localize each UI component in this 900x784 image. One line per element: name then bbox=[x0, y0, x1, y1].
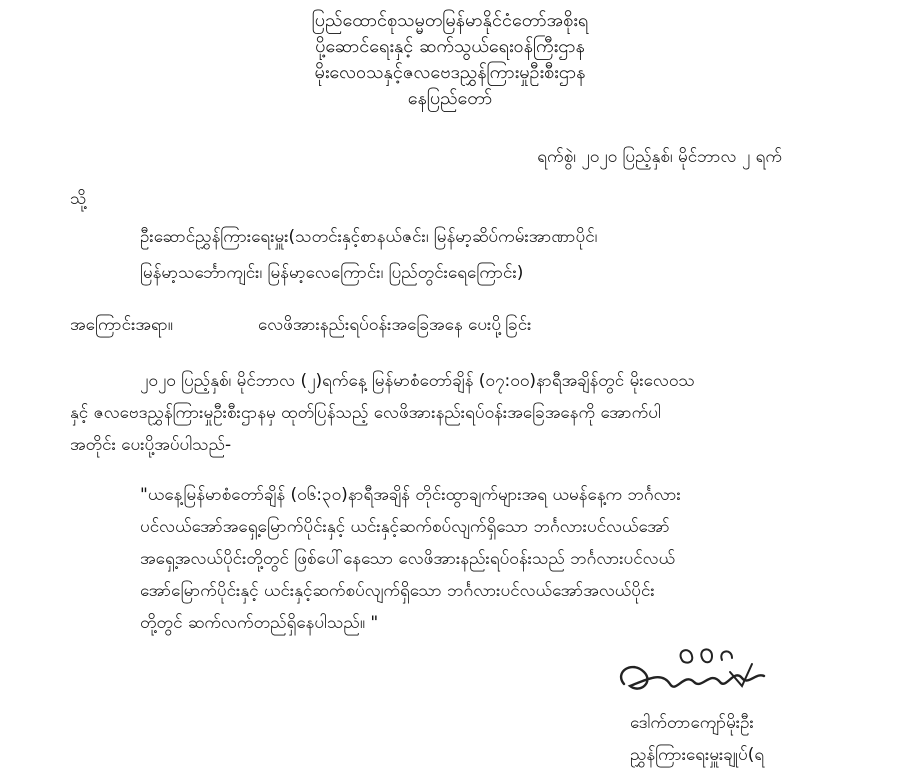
header-ministry: ပို့ဆောင်ရေးနှင့် ဆက်သွယ်ရေးဝန်ကြီးဌာန bbox=[315, 36, 585, 57]
subject-text: လေဖိအားနည်းရပ်ဝန်းအခြေအနေ ပေးပို့ခြင်း bbox=[258, 315, 532, 335]
subject-label: အကြောင်းအရာ။ bbox=[70, 315, 173, 335]
quote-line-2: ပင်လယ်အော်အရှေ့မြောက်ပိုင်းနှင့် ယင်းနှင့်ဆက်စပ်လျက်ရှိသော ဘင်္ဂလားပင်လယ်အော် bbox=[140, 517, 670, 537]
header-government: ပြည်ထောင်စုသမ္မတမြန်မာနိုင်ငံတော်အစိုးရ bbox=[311, 10, 589, 31]
recipient-line-1: ဦးဆောင်ညွှန်ကြားရေးမှူး(သတင်းနှင့်စာနယ်ဇင်း၊ မြန်မာ့ဆိပ်ကမ်းအာဏာပိုင်၊ bbox=[140, 227, 598, 247]
signatory-name: ဒေါက်တာကျော်မိုးဦး bbox=[630, 713, 754, 733]
to-label: သို့ bbox=[70, 189, 87, 209]
body-line-3: အတိုင်း ပေးပို့အပ်ပါသည်- bbox=[70, 435, 232, 455]
body-line-1: ၂၀၂၀ ပြည့်နှစ်၊ မိုင်ဘာလ (၂)ရက်နေ့ မြန်မာစံတော်ချိန် (၀၇:၀၀)နာရီအချိန်တွင် မိုးလေဝသ bbox=[140, 371, 695, 391]
handwritten-signature bbox=[610, 642, 770, 704]
quote-line-1: "ယနေ့မြန်မာစံတော်ချိန် (၀၆:၃၀)နာရီအချိန် တိုင်းထွာချက်များအရ ယမန်နေ့က ဘင်္ဂလား bbox=[140, 485, 681, 505]
body-line-2: နှင့် ဇလဗေဒညွှန်ကြားမှုဦးစီးဌာနမှ ထုတ်ပြန်သည့် လေဖိအားနည်းရပ်ဝန်းအခြေအနေကို အောက်ပါ bbox=[70, 403, 661, 423]
header-department: မိုးလေဝသနှင့်ဇလဗေဒညွှန်ကြားမှုဦးစီးဌာန bbox=[314, 62, 586, 83]
quote-line-5: တို့တွင် ဆက်လက်တည်ရှိနေပါသည်။ " bbox=[140, 613, 379, 633]
quote-line-3: အရှေ့အလယ်ပိုင်းတို့တွင် ဖြစ်ပေါ်နေသော လေဖိအားနည်းရပ်ဝန်းသည် ဘင်္ဂလားပင်လယ် bbox=[140, 549, 676, 569]
letter-date: ရက်စွဲ၊ ၂၀၂၀ ပြည့်နှစ်၊ မိုင်ဘာလ ၂ ရက် bbox=[537, 147, 782, 167]
header-city: နေပြည်တော် bbox=[407, 88, 493, 109]
recipient-line-2: မြန်မာ့သင်္ဘောကျင်း၊ မြန်မာ့လေကြောင်း၊ ပြည်တွင်းရေကြောင်း) bbox=[140, 263, 524, 283]
quote-line-4: အော်မြောက်ပိုင်းနှင့် ယင်းနှင့်ဆက်စပ်လျက်ရှိသော ဘင်္ဂလားပင်လယ်အော်အလယ်ပိုင်း bbox=[140, 581, 655, 601]
signatory-title: ညွှန်ကြားရေးမှူးချုပ်(ရ bbox=[630, 745, 765, 765]
